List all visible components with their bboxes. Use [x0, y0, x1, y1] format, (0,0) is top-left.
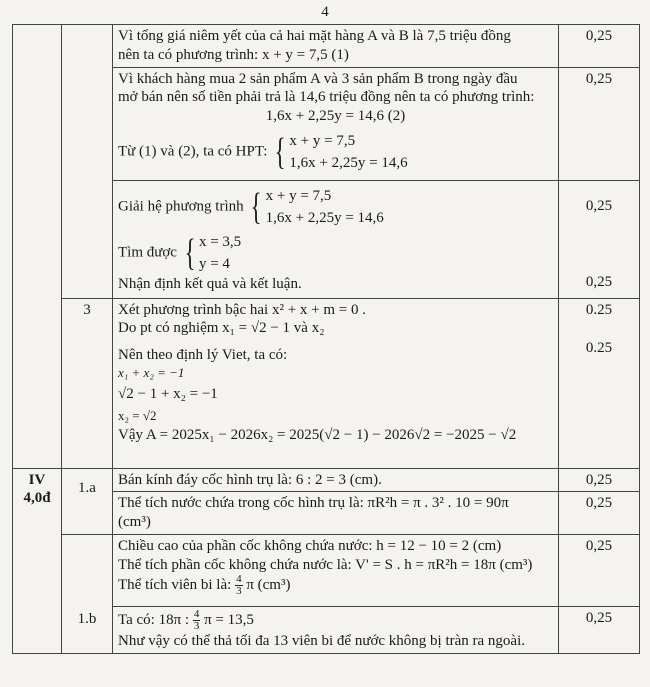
score-cell [559, 468, 640, 492]
answer-text: π (cm³) [246, 577, 291, 594]
score-value: 0,25 [585, 197, 613, 214]
score-value: 0,25 [585, 495, 613, 512]
result-y: y = 4 [198, 255, 230, 272]
solve-label: Giải hệ phương trình [118, 197, 244, 214]
table-row [13, 468, 640, 492]
score-cell [559, 298, 640, 468]
fraction-denominator: 3 [193, 619, 200, 632]
hpt-label: Từ (1) và (2), ta có HPT: [118, 143, 268, 160]
equation-system: { x + y = 7,5 1,6x + 2,25y = 14,6 [251, 185, 384, 228]
answer-cell [113, 25, 559, 68]
answer-text: Thể tích phần cốc không chứa nước là: V' = S . h = πR²h = 18π (cm³) [118, 556, 533, 573]
system-eq-1: x + y = 7,5 [265, 187, 332, 204]
result-system: { x = 3,5 y = 4 [184, 231, 242, 274]
subsection-label: 1.a [62, 468, 113, 534]
viet-eq-1: x₁ + x₂ = −1 [118, 364, 185, 380]
equation-system: { x + y = 7,5 1,6x + 2,25y = 14,6 [274, 130, 408, 173]
answer-text: Thể tích nước chứa trong cốc hình trụ là: πR²h = π . 3² . 10 = 90π [118, 495, 509, 512]
answer-cell [113, 180, 559, 298]
fraction-numerator: 4 [236, 573, 242, 586]
system-eq-2: 1,6x + 2,25y = 14,6 [265, 209, 384, 226]
answer-cell [113, 606, 559, 653]
fraction-denominator: 3 [236, 585, 242, 598]
answer-text: Vì khách hàng mua 2 sản phẩm A và 3 sản phẩm B trong ngày đầu [118, 70, 518, 87]
table-row [13, 298, 640, 468]
section-label [13, 468, 62, 653]
answer-cell [113, 67, 559, 180]
final-answer: Vậy A = 2025x₁ − 2026x₂ = 2025(√2 − 1) − 2026√2 = −2025 − √2 [118, 427, 517, 443]
answer-text: Xét phương trình bậc hai x² + x + m = 0 . [118, 301, 366, 318]
score-cell [559, 25, 640, 68]
section-number: IV [28, 471, 46, 488]
score-value: 0,25 [585, 537, 613, 554]
subsection-label: 3 [62, 298, 113, 468]
score-value: 0,25 [585, 471, 613, 488]
found-label: Tìm được [118, 243, 177, 260]
score-cell [559, 606, 640, 653]
section-blank-cell [13, 25, 62, 469]
answer-text: Thể tích viên bi là: [118, 577, 232, 594]
score-cell [559, 180, 640, 298]
answer-cell [113, 468, 559, 492]
answer-text: Bán kính đáy cốc hình trụ là: 6 : 2 = 3 (cm). [118, 471, 382, 488]
score-value: 0.25 [585, 301, 613, 318]
score-value: 0.25 [585, 340, 613, 357]
result-x: x = 3,5 [198, 233, 242, 250]
answer-text: Chiều cao của phần cốc không chứa nước: h = 12 − 10 = 2 (cm) [118, 537, 502, 554]
answer-text: π = 13,5 [204, 611, 254, 628]
system-eq-1: x + y = 7,5 [289, 132, 356, 149]
viet-eq-3: x₂ = √2 [118, 407, 157, 423]
conclusion-text: Nhận định kết quả và kết luận. [118, 275, 302, 292]
score-cell [559, 534, 640, 606]
subsection-label: 1.b [62, 534, 113, 653]
answer-text: Như vậy có thể thả tối đa 13 viên bi để nước không bị tràn ra ngoài. [118, 632, 526, 649]
viet-eq-2: √2 − 1 + x₂ = −1 [118, 386, 218, 402]
score-value: 0,25 [585, 70, 613, 87]
score-value: 0,25 [585, 28, 613, 44]
fraction-numerator: 4 [193, 607, 200, 620]
grading-table [12, 24, 640, 654]
answer-text: Ta có: 18π : [118, 611, 190, 628]
answer-equation: nên ta có phương trình: x + y = 7,5 (1) [118, 46, 349, 63]
answer-text: mở bán nên số tiền phải trả là 14,6 triệu đồng nên ta có phương trình: [118, 89, 535, 106]
system-eq-2: 1,6x + 2,25y = 14,6 [289, 154, 408, 171]
section-points: 4,0đ [23, 490, 51, 507]
table-row [13, 534, 640, 606]
subsection-blank-cell [62, 25, 113, 299]
fraction [193, 609, 201, 632]
answer-cell [113, 534, 559, 606]
answer-unit: (cm³) [118, 514, 151, 530]
score-cell [559, 492, 640, 535]
answer-cell [113, 298, 559, 468]
answer-equation: 1,6x + 2,25y = 14,6 (2) [265, 108, 406, 124]
fraction [235, 574, 243, 597]
table-row [13, 25, 640, 68]
score-value: 0,25 [585, 274, 613, 291]
answer-text: Vì tổng giá niêm yết của cả hai mặt hàng A và B là 7,5 triệu đồng [118, 28, 511, 44]
answer-text: Do pt có nghiệm x₁ = √2 − 1 và x₂ [118, 320, 325, 337]
score-value: 0,25 [585, 609, 613, 626]
page-number: 4 [321, 4, 329, 20]
score-cell [559, 67, 640, 180]
answer-text: Nên theo định lý Viet, ta có: [118, 347, 288, 363]
answer-cell [113, 492, 559, 535]
